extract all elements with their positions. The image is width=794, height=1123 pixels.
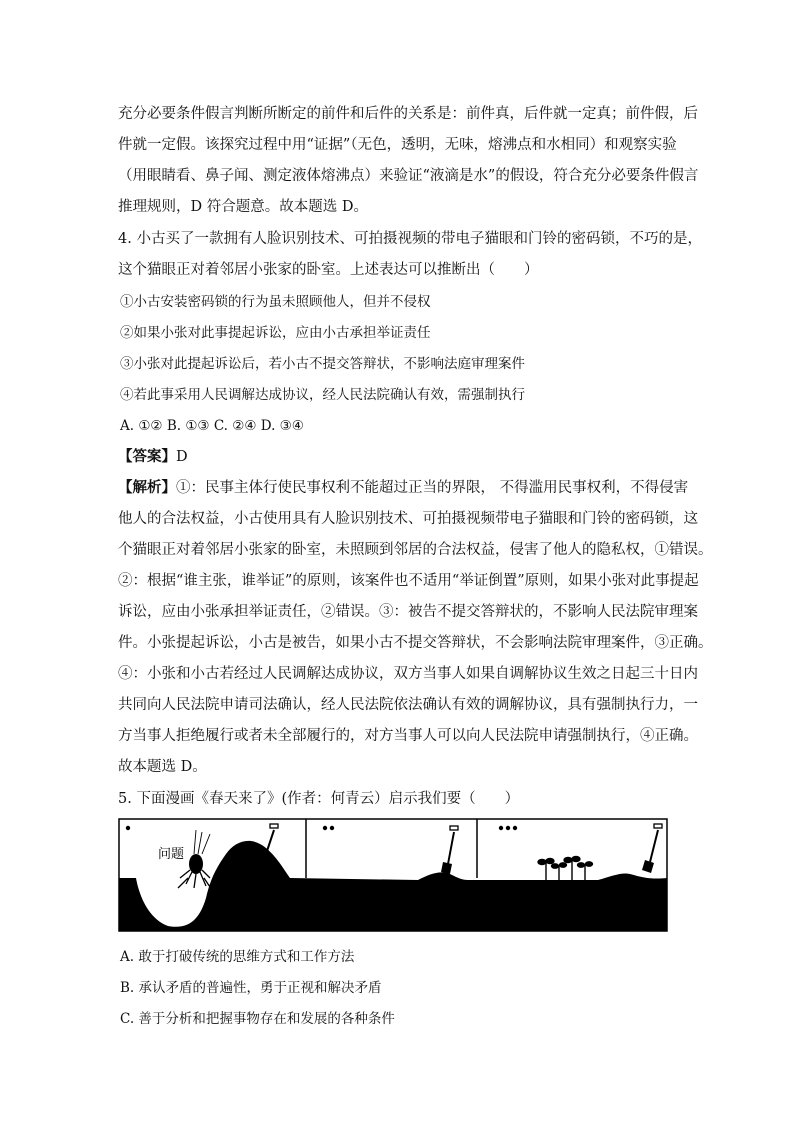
panel-dot [513, 826, 517, 830]
paragraph-line: 充分必要条件假言判断所断定的前件和后件的关系是：前件真，后件就一定真；前件假，后 [118, 106, 698, 122]
analysis-line: 个猫眼正对着邻居小张家的卧室，未照顾到邻居的合法权益，侵害了他人的隐私权，①错误。 [118, 542, 713, 558]
panel-dot [499, 826, 503, 830]
comic-image [118, 818, 668, 932]
panel-dot [126, 826, 130, 830]
question-5-stem: 5. 下面漫画《春天来了》(作者：何青云）启示我们要（ ） [118, 791, 520, 807]
statement-2: ②如果小张对此事提起诉讼，应由小古承担举证责任 [120, 325, 431, 341]
answer-choices: A. ①② B. ①③ C. ②④ D. ③④ [120, 418, 304, 434]
analysis-line: 诉讼，应由小张承担举证责任，②错误。③：被告不提交答辩状的，不影响人民法院审理案 [118, 604, 698, 620]
analysis-line: 共同向人民法院申请司法确认，经人民法院依法确认有效的调解协议，具有强制执行力，一 [118, 697, 698, 713]
analysis-line: 故本题选 D。 [118, 759, 207, 775]
analysis-line: 方当事人拒绝履行或者未全部履行的，对方当事人可以向人民法院申请强制执行，④正确。 [118, 728, 698, 744]
paragraph-line: 件就一定假。该探究过程中用“证据”（无色，透明，无味，熔沸点和水相同）和观察实验 [118, 137, 677, 153]
answer-value: D [176, 449, 188, 465]
statement-4: ④若此事采用人民调解达成协议，经人民法院确认有效，需强制执行 [120, 387, 525, 403]
analysis-text: ①：民事主体行使民事权利不能超过正当的界限， 不得滥用民事权利，不得侵害 [176, 480, 689, 496]
panel-dot [506, 826, 510, 830]
analysis-line: 他人的合法权益，小古使用具有人脸识别技术、可拍摄视频带电子猫眼和门铃的密码锁，这 [118, 511, 698, 527]
answer-line [118, 447, 188, 467]
option-b: B. 承认矛盾的普遍性，勇于正视和解决矛盾 [120, 980, 382, 996]
option-a: A. 敢于打破传统的思维方式和工作方法 [120, 949, 355, 965]
analysis-label: 【解析】 [118, 479, 176, 496]
analysis-line [118, 478, 688, 498]
analysis-line: ④：小张和小古若经过人民调解达成协议，双方当事人如果自调解协议生效之日起三十日内 [118, 666, 698, 682]
panel-dot [330, 826, 334, 830]
panel-dot [323, 826, 327, 830]
option-c: C. 善于分析和把握事物存在和发展的各种条件 [120, 1011, 395, 1027]
question-4-stem: 4. 小古买了一款拥有人脸识别技术、可拍摄视频的带电子猫眼和门铃的密码锁，不巧的是， [118, 231, 702, 247]
question-4-stem: 这个猫眼正对着邻居小张家的卧室。上述表达可以推断出（ ） [118, 262, 539, 278]
statement-1: ①小古安装密码锁的行为虽未照顾他人，但并不侵权 [120, 294, 431, 310]
analysis-line: 件。小张提起诉讼，小古是被告，如果小古不提交答辩状，不会影响法院审理案件，③正确。 [118, 635, 713, 651]
analysis-line: ②：根据“谁主张，谁举证”的原则，该案件也不适用“举证倒置”原则，如果小张对此事提起 [118, 573, 699, 589]
answer-label: 【答案】 [118, 448, 176, 465]
paragraph-line: （用眼睛看、鼻子闻、测定液体熔沸点）来验证“液滴是水”的假设，符合充分必要条件假言 [118, 168, 699, 184]
comic-label: 问题 [158, 847, 185, 862]
paragraph-line: 推理规则，D 符合题意。故本题选 D。 [118, 199, 368, 215]
statement-3: ③小张对此提起诉讼后，若小古不提交答辩状，不影响法庭审理案件 [120, 356, 525, 372]
